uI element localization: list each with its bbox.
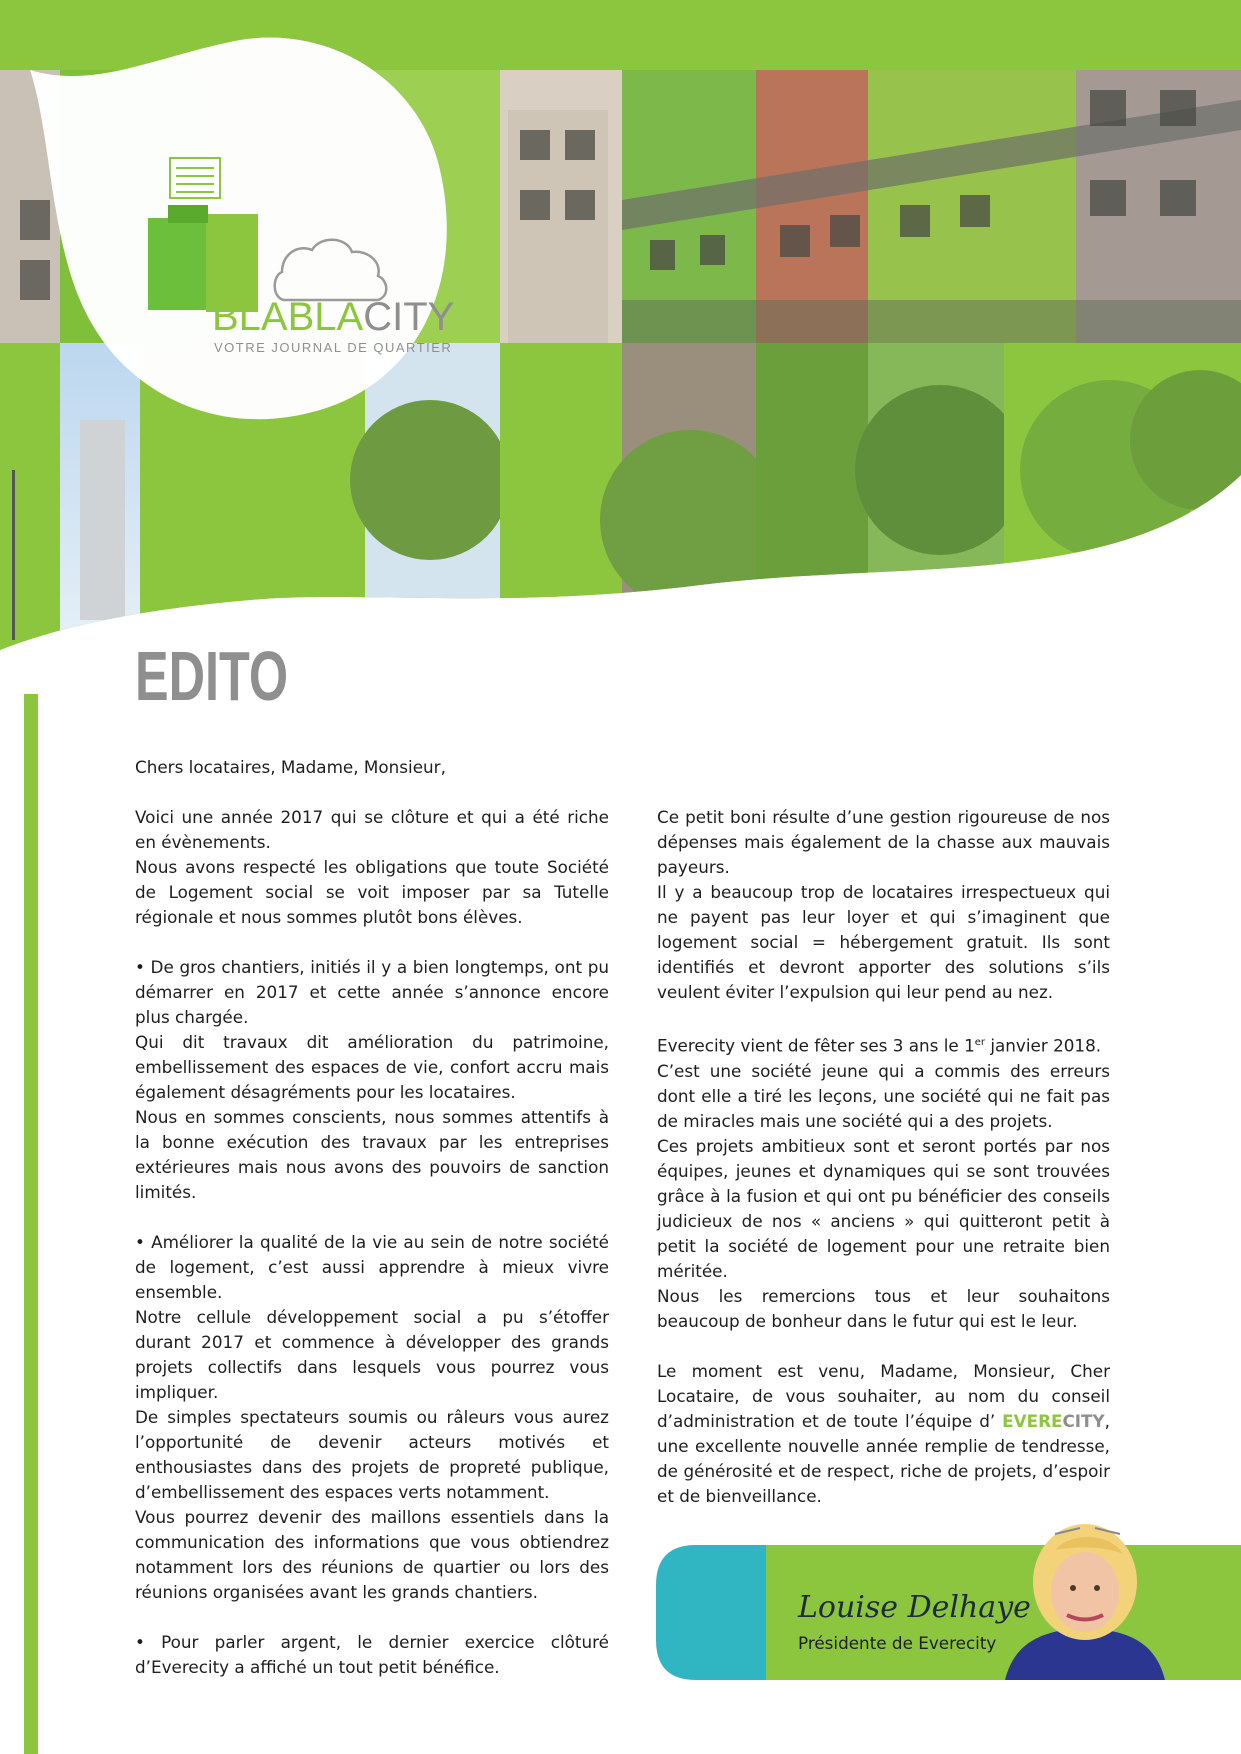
paragraph: Vous pourrez devenir des maillons essentiels dans la communication des informations que vous obtiendrez notamment lors des réunions de quartier ou lors des réunions organisées avant les grands chantiers. xyxy=(135,1507,609,1602)
paragraph: Il y a beaucoup trop de locataires irrespectueux qui ne payent pas leur loyer et qui s’imaginent que logement social = hébergement gratuit. Ils sont identifiés et devront apporter des solutions s’ils veulent éviter l’expulsion qui leur pend au nez. xyxy=(657,882,1110,1002)
paragraph xyxy=(657,1030,1110,1059)
paragraph: Nous les remercions tous et leur souhaitons beaucoup de bonheur dans le futur qui est le leur. xyxy=(657,1285,1110,1331)
everecity-brand xyxy=(1002,1411,1104,1431)
paragraph: Qui dit travaux dit amélioration du patrimoine, embellissement des espaces de vie, confort accru mais également désagréments pour les locataires. xyxy=(135,1032,609,1102)
column-left xyxy=(135,805,609,1680)
paragraph xyxy=(657,1359,1110,1509)
column-right xyxy=(657,805,1110,1509)
anniversary-date: janvier 2018. xyxy=(985,1035,1102,1056)
paragraph: • De gros chantiers, initiés il y a bien longtemps, ont pu démarrer en 2017 et cette année s’annonce encore plus chargée. xyxy=(135,957,609,1027)
paragraph: • Améliorer la qualité de la vie au sein de notre société de logement, c’est aussi apprendre à mieux vivre ensemble. xyxy=(135,1232,609,1302)
left-accent-bar xyxy=(24,694,38,1754)
anniversary-text: Everecity vient de fêter ses 3 ans le 1 xyxy=(657,1035,975,1056)
signature-name: Louise Delhaye xyxy=(798,1590,1031,1625)
closing-text: Le moment est venu, Madame, Monsieur, Cher Locataire, de vous souhaiter, au nom du conseil d’administration et de toute l’équipe d’ xyxy=(657,1360,1110,1431)
paragraph: De simples spectateurs soumis ou râleurs vous aurez l’opportunité de devenir acteurs motivés et enthousiastes dans des projets de propreté publique, d’embellissement des espaces verts notamment. xyxy=(135,1407,609,1502)
logo-name: BLABLACITY xyxy=(212,295,455,339)
ordinal-suffix: er xyxy=(974,1037,986,1048)
paragraph: Nous avons respecté les obligations que toute Société de Logement social se voit imposer par sa Tutelle régionale et nous sommes plutôt bons élèves. xyxy=(135,857,609,927)
hero-banner xyxy=(0,0,1241,660)
closing-wishes: , une excellente nouvelle année remplie de tendresse, de générosité et de respect, riche de projets, d’espoir et de bienveillance. xyxy=(657,1410,1110,1506)
paragraph: Ce petit boni résulte d’une gestion rigoureuse de nos dépenses mais également de la chasse aux mauvais payeurs. xyxy=(657,807,1110,877)
paragraph: Ces projets ambitieux sont et seront portés par nos équipes, jeunes et dynamiques qui se sont trouvées grâce à la fusion et qui ont pu bénéficier des conseils judicieux de nos « anciens » qui quitteront petit à petit la société de logement pour une retraite bien méritée. xyxy=(657,1135,1110,1281)
paragraph: Nous en sommes conscients, nous sommes attentifs à la bonne exécution des travaux par les entreprises extérieures mais nous avons des pouvoirs de sanction limités. xyxy=(135,1107,609,1202)
everecity-part2: CITY xyxy=(1062,1410,1105,1431)
everecity-part1: EVERE xyxy=(1002,1410,1063,1431)
greeting: Chers locataires, Madame, Monsieur, xyxy=(135,757,446,777)
signature-role: Présidente de Everecity xyxy=(798,1633,997,1653)
logo-tagline: VOTRE JOURNAL DE QUARTIER xyxy=(214,340,453,355)
president-portrait xyxy=(985,1520,1185,1680)
edito-title: EDITO xyxy=(135,637,289,715)
paragraph: • Pour parler argent, le dernier exercice clôturé d’Everecity a affiché un tout petit bénéfice. xyxy=(135,1632,609,1677)
paragraph: C’est une société jeune qui a commis des erreurs dont elle a tiré les leçons, une société qui ne fait pas de miracles mais une société qui a des projets. xyxy=(657,1060,1110,1131)
paragraph: Voici une année 2017 qui se clôture et qui a été riche en évènements. xyxy=(135,807,609,852)
paragraph: Notre cellule développement social a pu s’étoffer durant 2017 et commence à développer des grands projets collectifs dans lesquels vous pourrez vous impliquer. xyxy=(135,1307,609,1402)
